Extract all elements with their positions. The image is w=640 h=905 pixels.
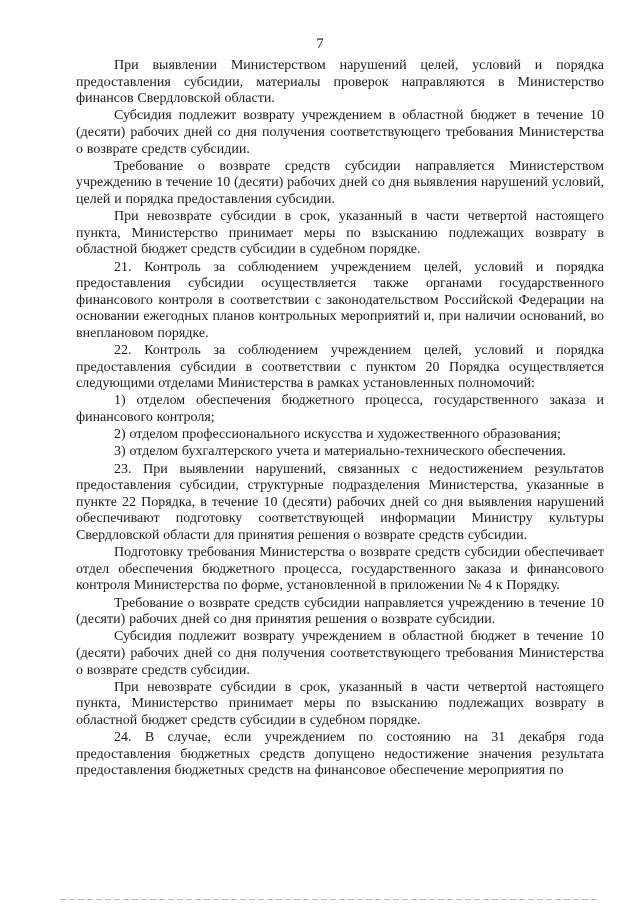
document-body: [76, 58, 604, 780]
paragraph: 22. Контроль за соблюдением учреждением целей, условий и порядка предоставления субсидии в соответствии с пунктом 20 Порядка осуществляется следующими отделами Министерства в рамках установленных полномочий:: [76, 343, 604, 392]
paragraph: Субсидия подлежит возврату учреждением в областной бюджет в течение 10 (десяти) рабочих дней со дня получения соответствующего требования Министерства о возврате средств субсидии.: [76, 629, 604, 678]
scan-edge-line: [60, 899, 600, 900]
paragraph: 2) отделом профессионального искусства и художественного образования;: [114, 427, 561, 443]
page-number: 7: [316, 36, 324, 52]
paragraph: Субсидия подлежит возврату учреждением в областной бюджет в течение 10 (десяти) рабочих дней со дня получения соответствующего требования Министерства о возврате средств субсидии.: [76, 108, 604, 157]
paragraph: 3) отделом бухгалтерского учета и материально-технического обеспечения.: [114, 444, 567, 460]
paragraph: 23. При выявлении нарушений, связанных с недостижением результатов предоставления субсидии, структурные подразделения Министерства, указанные в пункте 22 Порядка, в течение 10 (десяти) рабочих дней со дня выявления нарушений обеспечивают подготовку соответствующей информации Министру культуры Свердловской области для принятия решения о возврате средств субсидии.: [76, 461, 604, 543]
paragraph: Требование о возврате средств субсидии направляется учреждению в течение 10 (десяти) рабочих дней со дня принятия решения о возврате субсидии.: [76, 595, 604, 628]
paragraph: Требование о возврате средств субсидии направляется Министерством учреждению в течение 10 (десяти) рабочих дней со дня выявления нарушений условий, целей и порядка предоставления субсидии.: [76, 158, 604, 207]
paragraph: 21. Контроль за соблюдением учреждением целей, условий и порядка предоставления субсидии осуществляется также органами государственного финансового контроля в соответствии с законодательством Российской Федерации на основании ежегодных планов контрольных мероприятий и, при наличии оснований, во внеплановом порядке.: [76, 259, 604, 341]
paragraph: При невозврате субсидии в срок, указанный в части четвертой настоящего пункта, Министерство принимает меры по взысканию подлежащих возврату в областной бюджет средств субсидии в судебном порядке.: [76, 679, 604, 728]
paragraph: 24. В случае, если учреждением по состоянию на 31 декабря года предоставления бюджетных средств допущено недостижение значения результата предоставления бюджетных средств на финансовое обеспечение мероприятия по: [76, 730, 604, 779]
paragraph: 1) отделом обеспечения бюджетного процесса, государственного заказа и финансового контроля;: [76, 393, 604, 426]
paragraph: При выявлении Министерством нарушений целей, условий и порядка предоставления субсидии, материалы проверок направляются в Министерство финансов Свердловской области.: [76, 58, 604, 107]
paragraph: При невозврате субсидии в срок, указанный в части четвертой настоящего пункта, Министерство принимает меры по взысканию подлежащих возврату в областной бюджет средств субсидии в судебном порядке.: [76, 209, 604, 258]
paragraph: Подготовку требования Министерства о возврате средств субсидии обеспечивает отдел обеспечения бюджетного процесса, государственного заказа и финансового контроля Министерства по форме, установленной в приложении № 4 к Порядку.: [76, 545, 604, 594]
